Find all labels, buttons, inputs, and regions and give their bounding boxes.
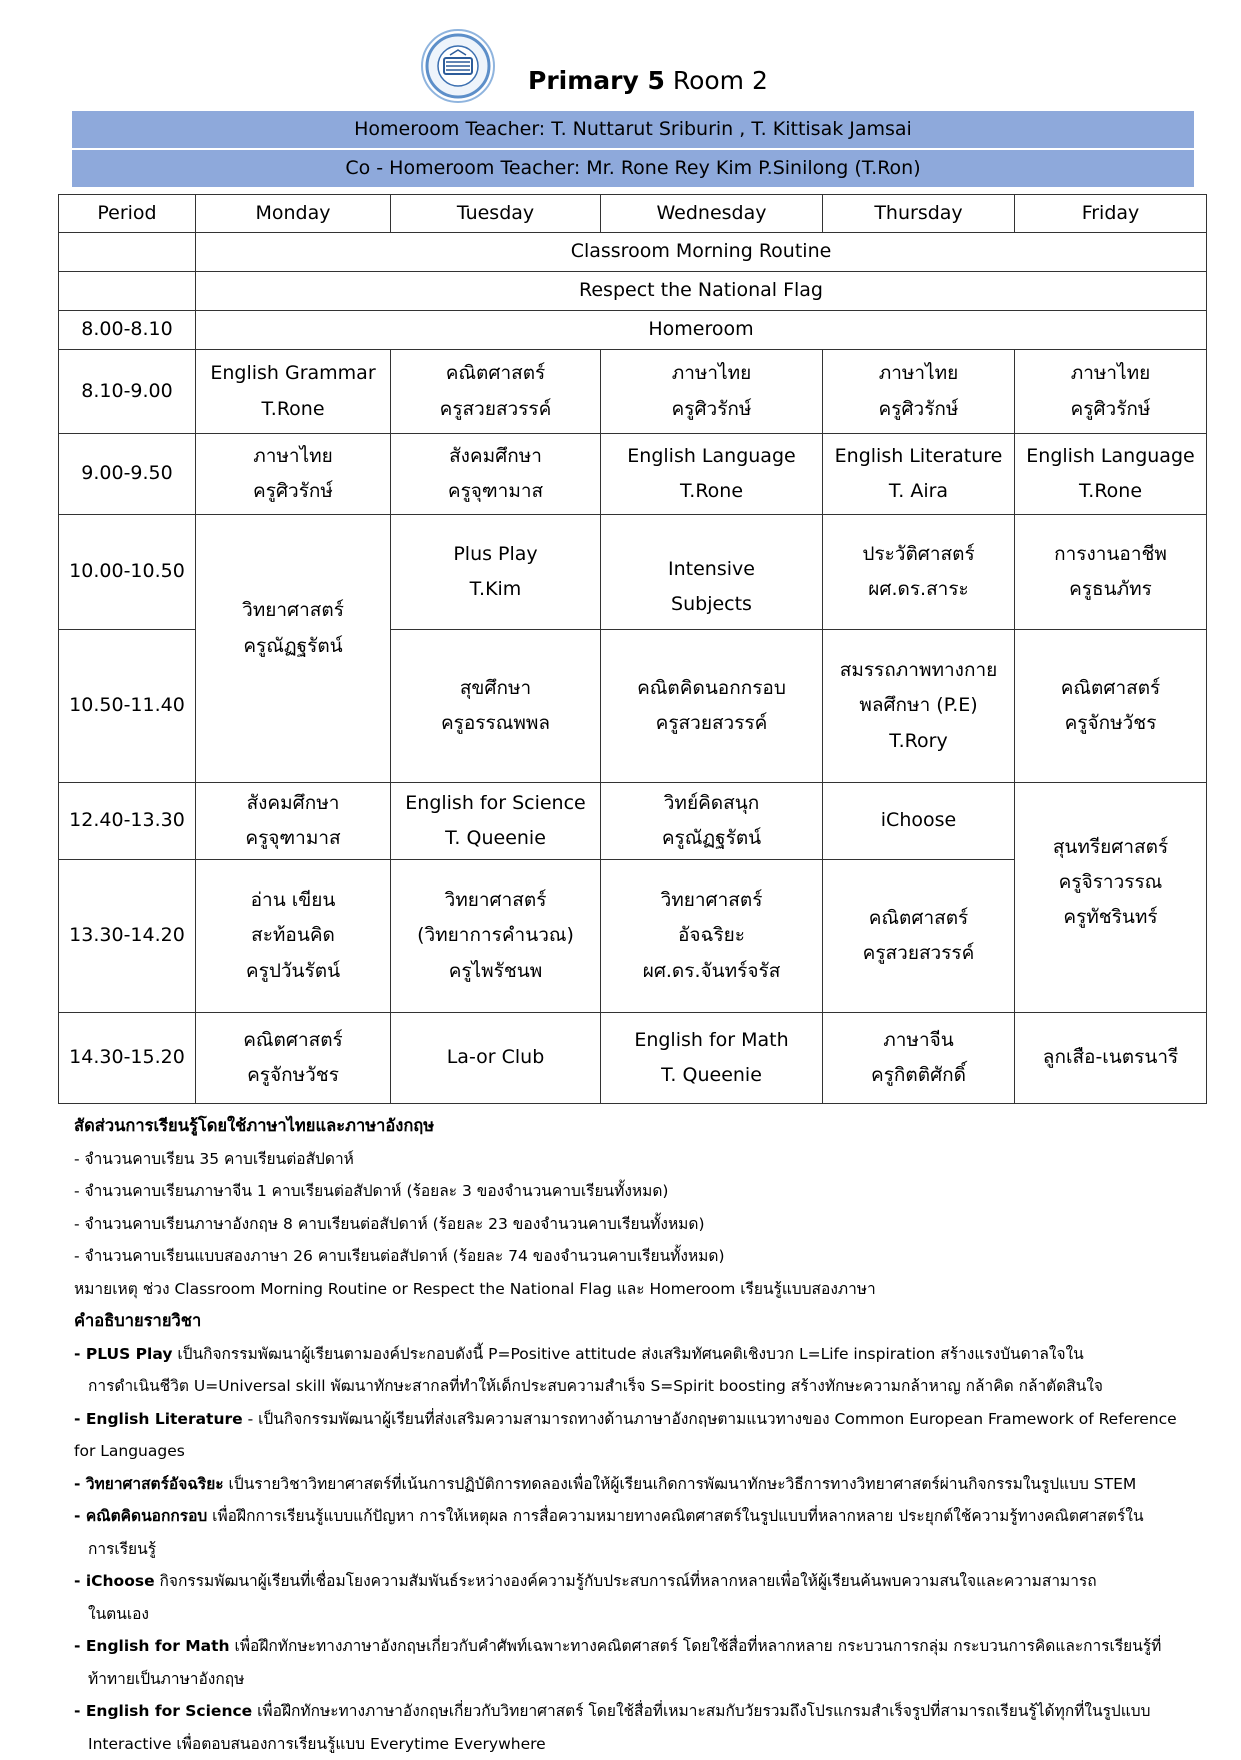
class-cell: สุนทรียศาสตร์ ครูจิราวรรณ ครูทัชรินทร์ [1015, 783, 1207, 1013]
class-cell: การงานอาชีพ ครูธนภัทร [1015, 515, 1207, 630]
class-cell: iChoose [823, 783, 1015, 860]
col-header-period: Period [59, 195, 196, 233]
routine-row [59, 233, 1207, 272]
course-description: - English for Science เพื่อฝึกทักษะทางภาษาอังกฤษเกี่ยวกับวิทยาศาสตร์ โดยใช้สื่อที่เหมาะสมกับวัยรวมถึงโปรแกรมสำเร็จรูปที่สามารถเรียนรู้ได้ทุกที่ในรูปแบบ [74, 1695, 1194, 1728]
course-term: - English for Math [74, 1637, 230, 1655]
time-cell: 8.00-8.10 [59, 311, 196, 350]
col-header-tuesday: Tuesday [391, 195, 601, 233]
period-row [59, 515, 1207, 630]
period-row [59, 350, 1207, 434]
col-header-monday: Monday [196, 195, 391, 233]
class-cell: English Literature T. Aira [823, 434, 1015, 515]
timetable [58, 194, 1207, 1104]
class-cell: English for Science T. Queenie [391, 783, 601, 860]
national-flag-cell: Respect the National Flag [196, 272, 1207, 311]
class-cell: ภาษาไทย ครูศิวรักษ์ [1015, 350, 1207, 434]
course-term: - คณิตคิดนอกกรอบ [74, 1507, 207, 1525]
course-term: - English for Science [74, 1702, 252, 1720]
period-row [59, 434, 1207, 515]
course-description-cont: การดำเนินชีวิต U=Universal skill พัฒนาทักษะสากลที่ทำให้เด็กประสบความสำเร็จ S=Spirit boosting สร้างทักษะความกล้าหาญ กล้าคิด กล้าตัดสินใจ [74, 1370, 1194, 1403]
class-cell: ประวัติศาสตร์ ผศ.ดร.สาระ [823, 515, 1015, 630]
class-cell: English for Math T. Queenie [601, 1013, 823, 1104]
course-description: - English Literature - เป็นกิจกรรมพัฒนาผู้เรียนที่ส่งเสริมความสามารถทางด้านภาษาอังกฤษตามแนวทางของ Common European Framework of Reference for Languages [74, 1403, 1194, 1468]
col-header-wednesday: Wednesday [601, 195, 823, 233]
empty-time-cell [59, 272, 196, 311]
period-row [59, 1013, 1207, 1104]
time-cell: 9.00-9.50 [59, 434, 196, 515]
col-header-friday: Friday [1015, 195, 1207, 233]
description-heading: คำอธิบายรายวิชา [74, 1305, 1194, 1338]
time-cell: 13.30-14.20 [59, 860, 196, 1013]
class-cell: คณิตศาสตร์ ครูสวยสวรรค์ [391, 350, 601, 434]
homeroom-cell: Homeroom [196, 311, 1207, 350]
remark-text: หมายเหตุ ช่วง Classroom Morning Routine or Respect the National Flag และ Homeroom เรียนรู้แบบสองภาษา [74, 1273, 1194, 1306]
homeroom-row [59, 311, 1207, 350]
time-cell: 12.40-13.30 [59, 783, 196, 860]
school-logo [420, 28, 496, 104]
class-cell: คณิตศาสตร์ ครูจักษวัชร [196, 1013, 391, 1104]
time-cell: 10.00-10.50 [59, 515, 196, 630]
ratio-item: - จำนวนคาบเรียนแบบสองภาษา 26 คาบเรียนต่อสัปดาห์ (ร้อยละ 74 ของจำนวนคาบเรียนทั้งหมด) [74, 1240, 1194, 1273]
ratio-item: - จำนวนคาบเรียน 35 คาบเรียนต่อสัปดาห์ [74, 1143, 1194, 1176]
class-cell: สังคมศึกษา ครูจุฑามาส [391, 434, 601, 515]
class-cell: ภาษาไทย ครูศิวรักษ์ [196, 434, 391, 515]
period-row [59, 783, 1207, 860]
co-homeroom-teacher-banner: Co - Homeroom Teacher: Mr. Rone Rey Kim P.Sinilong (T.Ron) [72, 148, 1194, 187]
course-description: - PLUS Play เป็นกิจกรรมพัฒนาผู้เรียนตามองค์ประกอบดังนี้ P=Positive attitude ส่งเสริมทัศนคติเชิงบวก L=Life inspiration สร้างแรงบันดาลใจใน [74, 1338, 1194, 1371]
class-cell: Intensive Subjects [601, 515, 823, 630]
ratio-heading: สัดส่วนการเรียนรู้โดยใช้ภาษาไทยและภาษาอังกฤษ [74, 1110, 1194, 1143]
homeroom-teacher-banner: Homeroom Teacher: T. Nuttarut Sriburin , T. Kittisak Jamsai [72, 111, 1194, 148]
class-cell: วิทยาศาสตร์ ครูณัฏฐรัตน์ [196, 515, 391, 783]
class-cell: English Language T.Rone [1015, 434, 1207, 515]
notes-section [74, 1110, 1194, 1760]
class-cell: วิทยาศาสตร์ อัจฉริยะ ผศ.ดร.จันทร์จรัส [601, 860, 823, 1013]
course-description: - English for Math เพื่อฝึกทักษะทางภาษาอังกฤษเกี่ยวกับคำศัพท์เฉพาะทางคณิตศาสตร์ โดยใช้สื่อที่หลากหลาย กระบวนการกลุ่ม กระบวนการคิดและการเรียนรู้ที่ [74, 1630, 1194, 1663]
ratio-item: - จำนวนคาบเรียนภาษาอังกฤษ 8 คาบเรียนต่อสัปดาห์ (ร้อยละ 23 ของจำนวนคาบเรียนทั้งหมด) [74, 1208, 1194, 1241]
course-description-cont: ในตนเอง [74, 1598, 1194, 1631]
course-description: - วิทยาศาสตร์อัจฉริยะ เป็นรายวิชาวิทยาศาสตร์ที่เน้นการปฏิบัติการทดลองเพื่อให้ผู้เรียนเกิดการพัฒนาทักษะวิธีการทางวิทยาศาสตร์ผ่านกิจกรรมในรูปแบบ STEM [74, 1468, 1194, 1501]
class-cell: คณิตคิดนอกกรอบ ครูสวยสวรรค์ [601, 630, 823, 783]
header-row [59, 195, 1207, 233]
empty-time-cell [59, 233, 196, 272]
class-cell: คณิตศาสตร์ ครูสวยสวรรค์ [823, 860, 1015, 1013]
course-description-cont: การเรียนรู้ [74, 1533, 1194, 1566]
course-description-cont: ท้าทายเป็นภาษาอังกฤษ [74, 1663, 1194, 1696]
class-cell: วิทย์คิดสนุก ครูณัฏฐรัตน์ [601, 783, 823, 860]
class-cell: สมรรถภาพทางกาย พลศึกษา (P.E) T.Rory [823, 630, 1015, 783]
class-cell: ภาษาไทย ครูศิวรักษ์ [823, 350, 1015, 434]
ratio-item: - จำนวนคาบเรียนภาษาจีน 1 คาบเรียนต่อสัปดาห์ (ร้อยละ 3 ของจำนวนคาบเรียนทั้งหมด) [74, 1175, 1194, 1208]
course-description: - คณิตคิดนอกกรอบ เพื่อฝึกการเรียนรู้แบบแก้ปัญหา การให้เหตุผล การสื่อความหมายทางคณิตศาสตร์ในรูปแบบที่หลากหลาย ประยุกต์ใช้ความรู้ทางคณิตศาสตร์ใน [74, 1500, 1194, 1533]
course-term: - iChoose [74, 1572, 155, 1590]
class-cell: ภาษาไทย ครูศิวรักษ์ [601, 350, 823, 434]
class-cell: อ่าน เขียน สะท้อนคิด ครูปวันรัตน์ [196, 860, 391, 1013]
class-cell: Plus Play T.Kim [391, 515, 601, 630]
col-header-thursday: Thursday [823, 195, 1015, 233]
time-cell: 10.50-11.40 [59, 630, 196, 783]
class-cell: La-or Club [391, 1013, 601, 1104]
class-cell: สุขศึกษา ครูอรรณพพล [391, 630, 601, 783]
course-description: - iChoose กิจกรรมพัฒนาผู้เรียนที่เชื่อมโยงความสัมพันธ์ระหว่างองค์ความรู้กับประสบการณ์ที่หลากหลายเพื่อให้ผู้เรียนค้นพบความสนใจและความสามารถ [74, 1565, 1194, 1598]
page-title: Primary 5 Room 2 [528, 66, 768, 95]
course-description-cont: Interactive เพื่อตอบสนองการเรียนรู้แบบ Everytime Everywhere [74, 1728, 1194, 1760]
course-term: - PLUS Play [74, 1345, 172, 1363]
course-term: - วิทยาศาสตร์อัจฉริยะ [74, 1475, 224, 1493]
class-cell: ภาษาจีน ครูกิตติศักดิ์ [823, 1013, 1015, 1104]
class-cell: สังคมศึกษา ครูจุฑามาส [196, 783, 391, 860]
time-cell: 14.30-15.20 [59, 1013, 196, 1104]
time-cell: 8.10-9.00 [59, 350, 196, 434]
class-cell: วิทยาศาสตร์ (วิทยาการคำนวณ) ครูไพรัชนพ [391, 860, 601, 1013]
class-cell: คณิตศาสตร์ ครูจักษวัชร [1015, 630, 1207, 783]
flag-row [59, 272, 1207, 311]
class-cell: English Language T.Rone [601, 434, 823, 515]
class-cell: English Grammar T.Rone [196, 350, 391, 434]
morning-routine-cell: Classroom Morning Routine [196, 233, 1207, 272]
class-cell: ลูกเสือ-เนตรนารี [1015, 1013, 1207, 1104]
course-term: - English Literature [74, 1410, 243, 1428]
